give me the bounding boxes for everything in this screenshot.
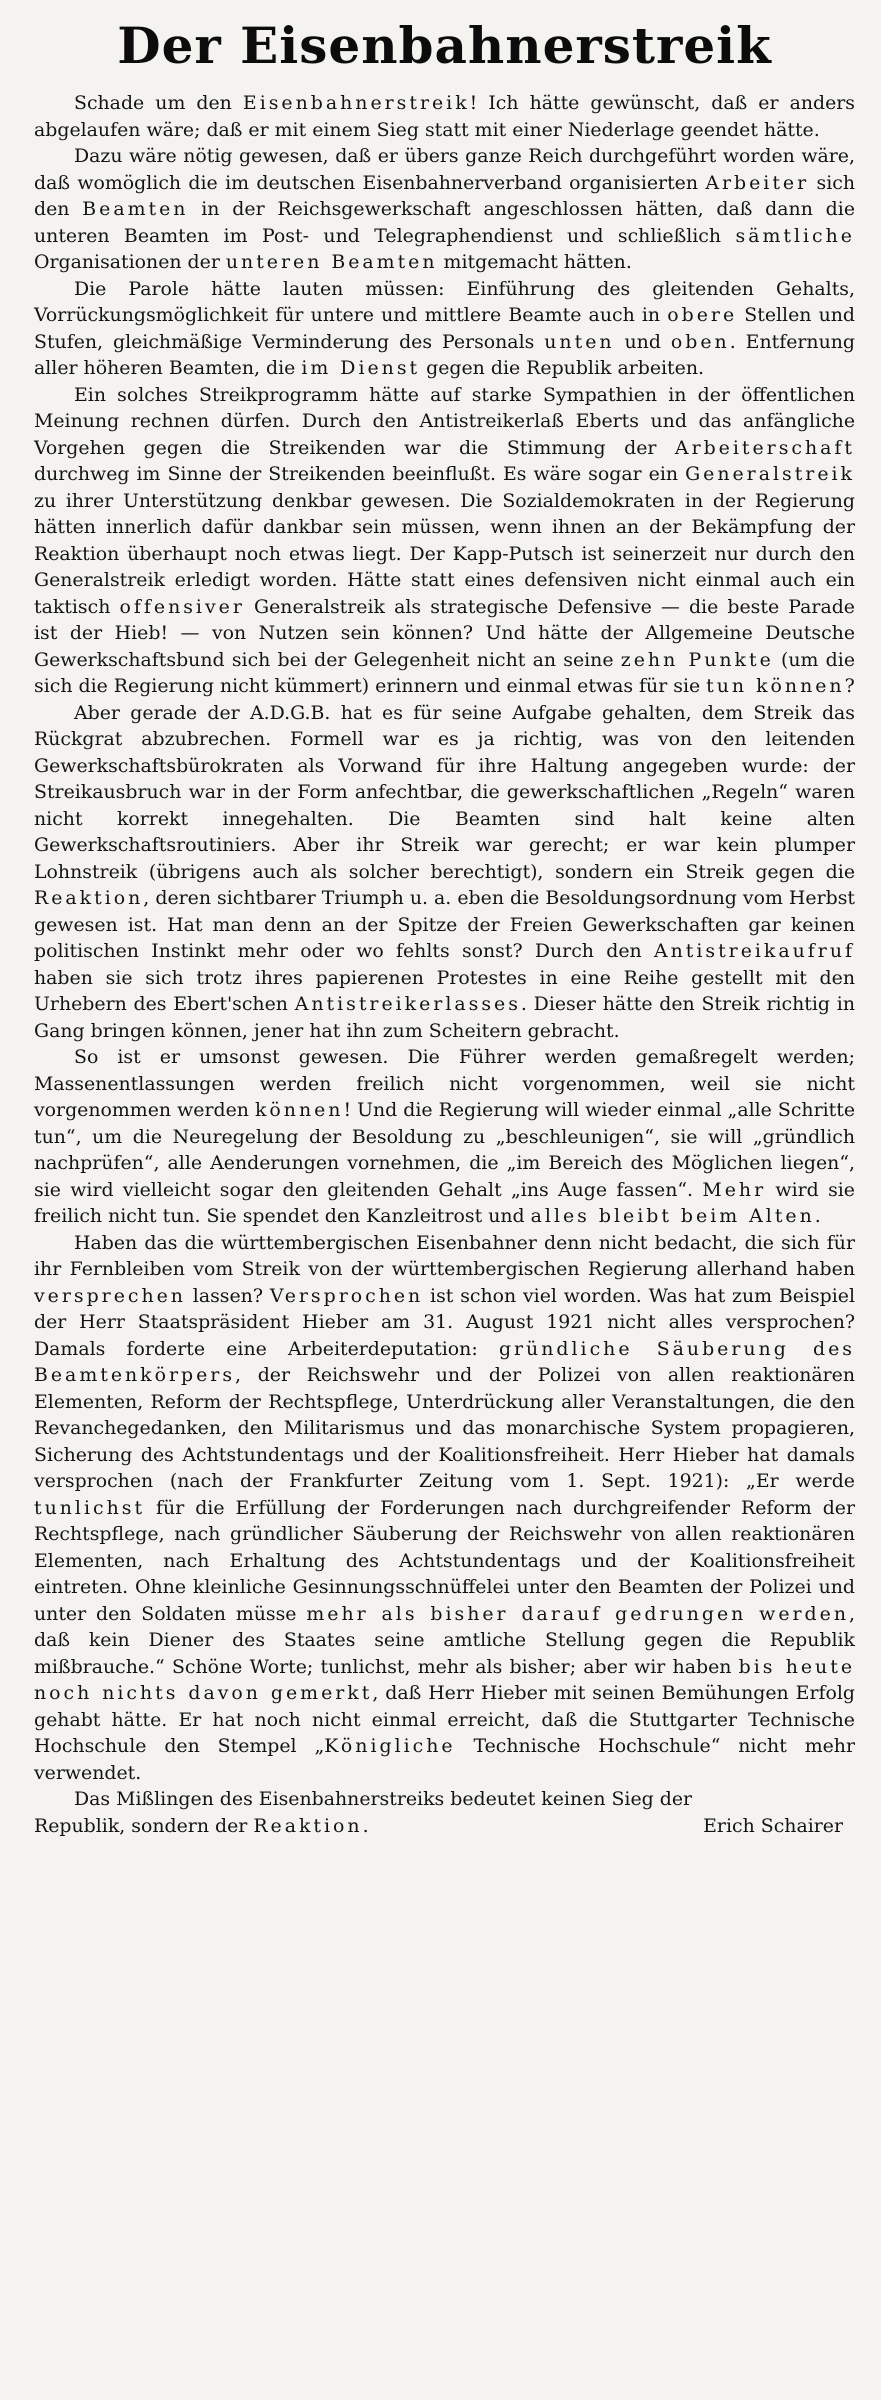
paragraph-text: Technische Hochschule“ nicht mehr verwendet. <box>34 1735 855 1784</box>
emphasized-text: Eisenbahnerstreik <box>242 92 470 114</box>
paragraph-text: Stellen und Stufen, gleichmäßige Verminderung des Personals <box>34 304 856 353</box>
emphasized-text: unteren Beamten <box>225 251 438 273</box>
paragraph-text: ! Und die Regierung will wieder einmal „alle Schritte tun“, um die Neuregelung der Besoldung zu „beschleunigen“, sie will „gründlich nachprüfen“, alle Aenderungen vornehmen, die „im Bereich des Möglichen liegen“, sie wird vielleicht sogar den gleitenden Gehalt „ins Auge fassen“. <box>34 1099 855 1201</box>
emphasized-text: versprechen <box>34 1284 186 1307</box>
article-headline: Der Eisenbahnerstreik <box>117 16 772 75</box>
emphasis-reaktion: Reaktion <box>253 1814 363 1837</box>
paragraph-text: . Dieser hätte den Streik richtig in Gang bringen können, jener hat ihn zum Scheitern gebracht. <box>34 993 855 1042</box>
emphasized-text: Generalstreik <box>685 463 855 485</box>
article-body <box>34 90 855 1786</box>
closing-text-2: Republik, sondern der <box>34 1814 254 1837</box>
paragraph-text: in der Reichsgewerkschaft angeschlossen hätten, daß dann die unteren Beamten im Post- und Telegraphendienst und schließlich <box>34 198 855 247</box>
paragraph-text: für die Erfüllung der Forderungen nach durchgreifender Reform der Rechtspflege, nach gründlicher Säuberung der Reichswehr von allen reaktionären Elementen, nach Erhaltung des Achtstundentags und der Koalitionsfreiheit eintreten. Ohne kleinliche Gesinnungsschnüffelei unter den Beamten der Polizei und unter den Soldaten müsse <box>34 1496 855 1625</box>
article-paragraph <box>34 143 855 276</box>
paragraph-text: mitgemacht hätten. <box>437 251 632 273</box>
paragraph-text: ist schon viel worden. Was hat zum Beispiel der Herr Staatspräsident Hieber am 31. August 1921 nicht alles versprochen? Damals forderte eine Arbeiterdeputation: <box>34 1284 856 1360</box>
article-paragraph <box>34 276 855 382</box>
emphasized-text: zehn Punkte <box>620 648 774 671</box>
paragraph-text: Dazu wäre nötig gewesen, daß er übers ganze Reich durchgeführt worden wäre, daß womöglich die im deutschen Eisenbahnerverband organisierten <box>34 145 855 194</box>
paragraph-text: zu ihrer Unterstützung denkbar gewesen. Die Sozialdemokraten in der Regierung hätten innerlich dafür dankbar sein müssen, wenn ihnen an der Bekämpfung der Reaktion überhaupt noch etwas liegt. Der Kapp-Putsch ist seinerzeit nur durch den Generalstreik erledigt worden. Hätte statt eines defensiven nicht einmal auch ein taktisch <box>34 489 855 618</box>
emphasized-text: Antistreikaufruf <box>653 940 855 962</box>
closing-period: . <box>362 1814 369 1837</box>
paragraph-text: , der Reichswehr und der Polizei von allen reaktionären Elementen, Reform der Rechtspflege, Unterdrückung aller Veranstaltungen, die den Revanchegedanken, den Militarismus und das monarchische System propagieren, Sicherung des Achtstundentags und der Koalitionsfreiheit. Herr Hieber hat damals versprochen (nach der Frankfurter Zeitung vom 1. Sept. 1921): „Er werde <box>34 1364 855 1492</box>
paragraph-text: wird sie freilich nicht tun. Sie spendet den Kanzleitrost und <box>34 1178 855 1227</box>
paragraph-text: (um die sich die Regierung nicht kümmert) erinnern und einmal etwas für sie <box>34 648 855 697</box>
emphasized-text: Beamten <box>82 198 189 220</box>
closing-line <box>34 1786 855 1813</box>
emphasized-text: tun können <box>706 675 845 697</box>
emphasized-text: Antistreikerlasses <box>294 993 521 1015</box>
article-paragraph <box>34 90 855 143</box>
emphasized-text: mehr als bisher darauf gedrungen werden <box>306 1602 849 1625</box>
paragraph-text: , deren sichtbarer Triumph u. a. eben die Besoldungsordnung vom Herbst gewesen ist. Hat man denn an der Spitze der Freien Gewerkschaften gar keinen politischen Instinkt mehr oder wo fehlts sonst? Durch den <box>34 887 855 962</box>
paragraph-text: , daß kein Diener des Staates seine amtliche Stellung gegen die Republik mißbrauche.“ Schöne Worte; tunlichst, mehr als bisher; aber wir haben <box>34 1602 856 1678</box>
paragraph-text: . <box>814 1205 821 1227</box>
closing-byline-row <box>34 1813 855 1840</box>
emphasized-text: oben <box>670 330 730 353</box>
paragraph-text: und <box>614 330 671 353</box>
emphasized-text: Arbeiterschaft <box>674 436 855 459</box>
emphasized-text: obere <box>667 304 738 326</box>
article-paragraph <box>34 1044 855 1230</box>
paragraph-text: Organisationen der <box>34 251 226 273</box>
paragraph-text: ! Ich hätte gewünscht, daß er anders abgelaufen wäre; daß er mit einem Sieg statt mit einer Niederlage geendet hätte. <box>34 92 855 141</box>
emphasized-text: können <box>254 1099 344 1121</box>
emphasized-text: sämtliche <box>735 224 855 247</box>
emphasized-text: im Dienst <box>301 357 421 379</box>
paragraph-text: , daß Herr Hieber mit seinen Bemühungen Erfolg gehabt hätte. Er hat noch nicht einmal erreicht, daß die Stuttgarter Technische Hochschule den Stempel „ <box>34 1682 855 1757</box>
paragraph-text: lassen? <box>185 1284 270 1307</box>
paragraph-text: Ein solches Streikprogramm hätte auf starke Sympathien in der öffentlichen Meinung rechnen dürfen. Durch den Antistreikerlaß Eberts und das anfängliche Vorgehen gegen die Streikenden war die Stimmung der <box>34 383 855 459</box>
closing-paragraph <box>34 1786 855 1839</box>
emphasized-text: alles bleibt beim Alten <box>530 1205 815 1227</box>
emphasized-text: bis heute noch nichts davon gemerkt <box>34 1655 855 1704</box>
emphasized-text: unten <box>544 330 615 353</box>
closing-line-end <box>34 1813 369 1840</box>
emphasized-text: Königliche <box>324 1735 456 1757</box>
paragraph-text: So ist er umsonst gewesen. Die Führer werden gemaßregelt werden; Massenentlassungen werden freilich nicht vorgenommen, weil sie nicht vorgenommen werden <box>34 1046 855 1121</box>
emphasized-text: gründliche Säuberung des Beamtenkörpers <box>34 1337 855 1386</box>
paragraph-text: . Entfernung aller höheren Beamten, die <box>34 330 856 379</box>
paragraph-text: ? <box>844 675 855 697</box>
article-paragraph <box>34 382 855 700</box>
emphasized-text: Versprochen <box>269 1284 424 1307</box>
paragraph-text: durchweg im Sinne der Streikenden beeinflußt. Es wäre sogar ein <box>34 463 686 485</box>
paragraph-text: sich den <box>34 171 855 220</box>
article-paragraph <box>34 1230 855 1787</box>
emphasized-text: offensiver <box>119 595 245 618</box>
article-paragraph <box>34 700 855 1045</box>
emphasized-text: tunlichst <box>34 1496 146 1519</box>
paragraph-text: Aber gerade der A.D.G.B. hat es für seine Aufgabe gehalten, dem Streik das Rückgrat abzubrechen. Formell war es ja richtig, was von den leitenden Gewerkschaftsbürokraten als Vorwand für ihre Haltung angegeben wurde: der Streikausbruch war in der Form anfechtbar, die gewerkschaftlichen „Regeln“ waren nicht korrekt innegehalten. Die Beamten sind halt keine alten Gewerkschaftsroutiniers. Aber ihr Streik war gerecht; er war kein plumper Lohnstreik (übrigens auch als solcher berechtigt), sondern ein Streik gegen die <box>34 701 855 883</box>
paragraph-text: Die Parole hätte lauten müssen: Einführung des gleitenden Gehalts, Vorrückungsmöglichkeit für untere und mittlere Beamte auch in <box>34 277 855 326</box>
emphasized-text: Reaktion <box>34 887 144 909</box>
paragraph-text: Generalstreik als strategische Defensive — die beste Parade ist der Hieb! — von Nutzen sein können? Und hätte der Allgemeine Deutsche Gewerkschaftsbund sich bei der Gelegenheit nicht an seine <box>34 595 855 671</box>
paragraph-text: Schade um den <box>74 92 243 114</box>
emphasized-text: Arbeiter <box>705 171 810 194</box>
paragraph-text: gegen die Republik arbeiten. <box>420 357 705 379</box>
closing-text: Das Mißlingen des Eisenbahnerstreiks bedeutet keinen Sieg der <box>74 1788 693 1810</box>
paragraph-text: Haben das die württembergischen Eisenbahner denn nicht bedacht, die sich für ihr Fernbleiben vom Streik von der württembergischen Regierung allerhand haben <box>34 1231 855 1280</box>
author-signature: Erich Schairer <box>703 1814 843 1837</box>
paragraph-text: haben sie sich trotz ihres papierenen Protestes in eine Reihe gestellt mit den Urhebern des Ebert'schen <box>34 966 855 1015</box>
emphasized-text: Mehr <box>702 1178 767 1201</box>
